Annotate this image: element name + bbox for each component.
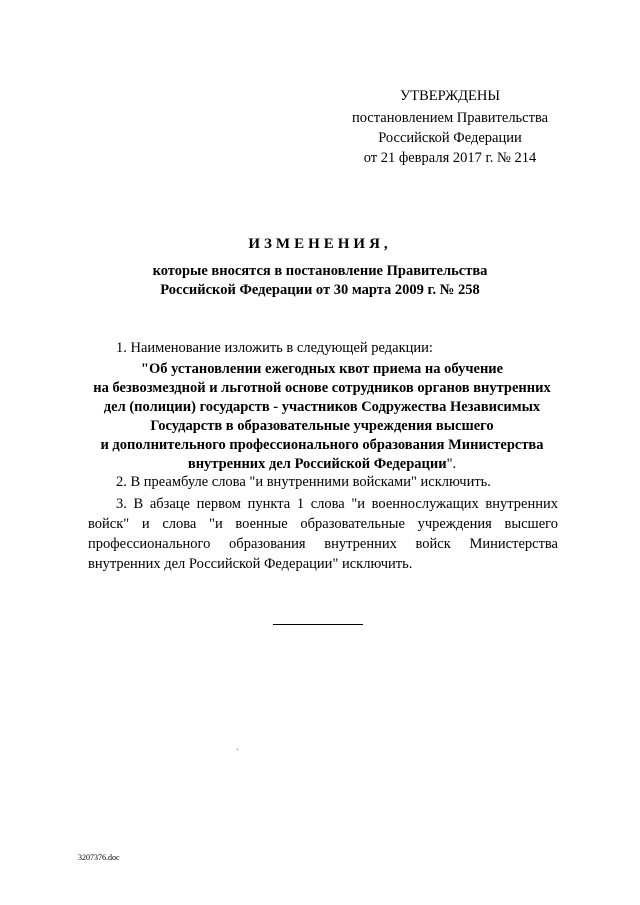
document-subtitle: [80, 262, 560, 300]
approval-heading: УТВЕРЖДЕНЫ: [399, 88, 501, 104]
quote-closing: ".: [446, 456, 457, 472]
quote-line-2: на безвозмездной и льготной основе сотрудников органов внутренних: [93, 380, 551, 396]
scan-speck: [237, 749, 238, 750]
quote-line-3: дел (полиции) государств - участников Содружества Независимых: [103, 399, 541, 415]
item-2: 2. В преамбуле слова "и внутренними войсками" исключить.: [116, 474, 491, 490]
document-title: ИЗМЕНЕНИЯ,: [248, 236, 392, 252]
item-1: 1. Наименование изложить в следующей редакции:: [116, 340, 433, 356]
doc-filename: 3207376.doc: [78, 853, 120, 862]
quote-line-4: Государств в образовательные учреждения высшего: [150, 418, 494, 434]
approval-stamp: [340, 86, 560, 168]
subtitle-line-1: которые вносятся в постановление Правительства: [152, 263, 488, 279]
approval-line-1: постановлением Правительства: [351, 110, 549, 126]
subtitle-line-2: Российской Федерации от 30 марта 2009 г. № 258: [160, 282, 480, 298]
end-rule: [273, 624, 363, 625]
quote-line-6-text: внутренних дел Российской Федерации: [187, 456, 447, 472]
approval-line-3: от 21 февраля 2017 г. № 214: [363, 150, 537, 166]
new-title-quote: [84, 360, 560, 474]
approval-line-2: Российской Федерации: [378, 130, 522, 146]
quote-line-1: "Об установлении ежегодных квот приема на обучение: [140, 361, 504, 377]
item-3: 3. В абзаце первом пункта 1 слова "и военнослужащих внутренних войск" и слова "и военные образовательные учреждения высшего профессионального образования внутренних войск Министерства внутренних дел Российской Федерации" исключить.: [88, 496, 558, 572]
quote-line-5: и дополнительного профессионального образования Министерства: [100, 437, 544, 453]
